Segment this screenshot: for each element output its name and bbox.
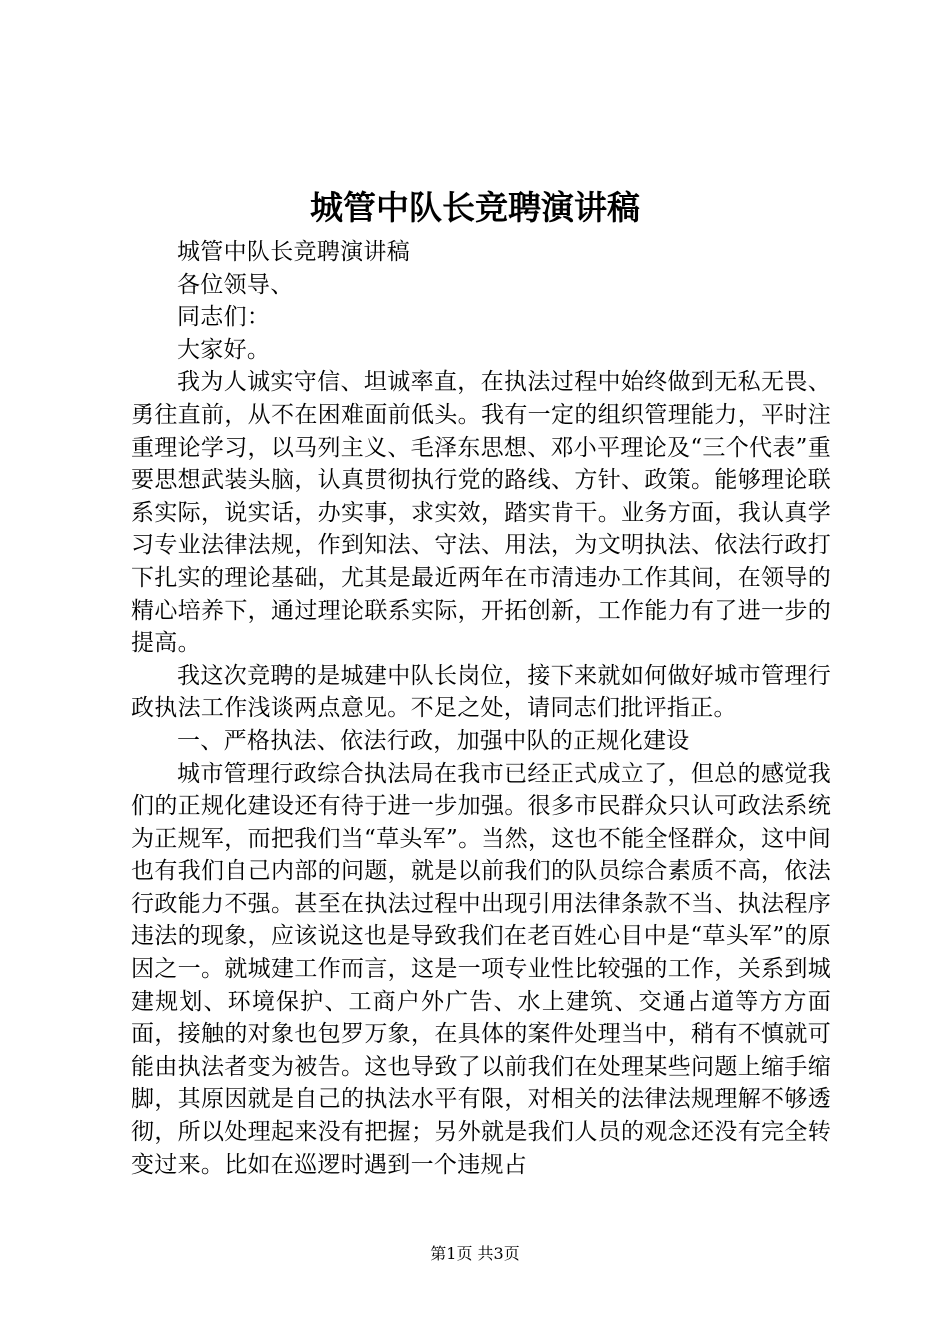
page-footer: 第1页 共3页 [430,1244,520,1263]
paragraph-heading-repeat: 城管中队长竞聘演讲稿 [177,239,410,265]
paragraph-salutation-leaders: 各位领导、 [177,271,294,298]
paragraph-salutation-comrades: 同志们： [177,304,271,331]
paragraph-section-1-body: 城市管理行政综合执法局在我市已经正式成立了，但总的感觉我们的正规化建设还有待于进一步加强。很多市民群众只认可政法系统为正规军，而把我们当“草头军”。当然，这也不能全怪群众，这中间也有我们自己内部的问题，就是以前我们的队员综合素质不高，依法行政能力不强。甚至在执法过程中出现引用法律条款不当、执法程序违法的现象，应该说这也是导致我们在老百姓心目中是“草头军”的原因之一。就城建工作而言，这是一项专业性比较强的工作，关系到城建规划、环境保护、工商户外广告、水上建筑、交通占道等方方面面，接触的对象也包罗万象，在具体的案件处理当中，稍有不慎就可能由执法者变为被告。这也导致了以前我们在处理某些问题上缩手缩脚，其原因就是自己的执法水平有限，对相关的法律法规理解不够透彻，所以处理起来没有把握；另外就是我们人员的观念还没有完全转变过来。比如在巡逻时遇到一个违规占 [131,760,831,1178]
section-heading-1: 一、严格执法、依法行政，加强中队的正规化建设 [177,727,690,754]
paragraph-position-intro: 我这次竞聘的是城建中队长岗位，接下来就如何做好城市管理行政执法工作浅谈两点意见。不足之处，请同志们批评指正。 [131,662,831,722]
document-body [131,236,831,1181]
page-title: 城管中队长竞聘演讲稿 [310,188,640,227]
paragraph-self-introduction: 我为人诚实守信、坦诚率直，在执法过程中始终做到无私无畏、勇往直前，从不在困难面前低头。我有一定的组织管理能力，平时注重理论学习，以马列主义、毛泽东思想、邓小平理论及“三个代表”重要思想武装头脑，认真贯彻执行党的路线、方针、政策。能够理论联系实际，说实话，办实事，求实效，踏实肯干。业务方面，我认真学习专业法律法规，作到知法、守法、用法，为文明执法、依法行政打下扎实的理论基础，尤其是最近两年在市清违办工作其间，在领导的精心培养下，通过理论联系实际，开拓创新，工作能力有了进一步的提高。 [131,369,831,657]
paragraph-greeting: 大家好。 [177,336,271,363]
